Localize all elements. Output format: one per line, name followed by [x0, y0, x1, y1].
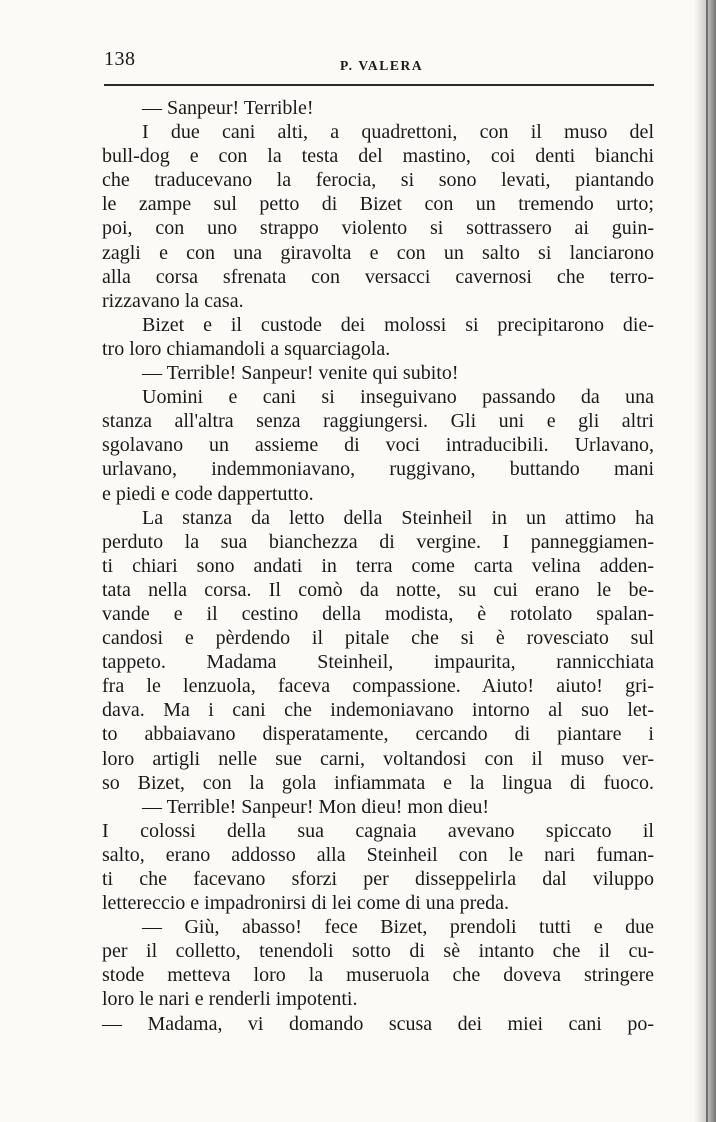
text-line: — Madama, vi domando scusa dei miei cani po- [102, 1012, 654, 1035]
text-line: ti che facevano sforzi per disseppelirla dal viluppo [102, 868, 654, 890]
text-line: — Terrible! Sanpeur! venite qui subito! [142, 362, 459, 385]
text-line: che traducevano la ferocia, si sono levati, piantando [102, 169, 654, 192]
text-line: I colossi della sua cagnaia avevano spiccato il [102, 819, 654, 842]
text-line: poi, con uno strappo violento si sottrassero ai guin- [102, 217, 654, 240]
text-line: loro le nari e renderli impotenti. [102, 988, 358, 1011]
text-line: rizzavano la casa. [102, 289, 244, 312]
text-line: stode metteva loro la museruola che doveva stringere [102, 964, 654, 987]
text-line: lettereccio e impadronirsi di lei come di una preda. [102, 892, 510, 915]
text-line: to abbaiavano disperatamente, cercando di piantare i [102, 723, 654, 746]
text-line: — Giù, abasso! fece Bizet, prendoli tutti e due [142, 916, 654, 939]
text-line: La stanza da letto della Steinheil in un attimo ha [142, 506, 654, 529]
text-line: ti chiari sono andati in terra come carta velina adden- [102, 554, 654, 577]
text-line: sgolavano un assieme di voci intraducibili. Urlavano, [102, 434, 654, 457]
text-line: salto, erano addosso alla Steinheil con le nari fuman- [102, 843, 654, 866]
text-line: loro artigli nelle sue carni, voltandosi con il muso ver- [102, 747, 654, 770]
page-binding-edge [706, 0, 708, 1122]
text-line: dava. Ma i cani che indemoniavano intorno al suo let- [102, 699, 654, 722]
body-text [102, 96, 654, 1036]
running-head: P. VALERA [340, 58, 424, 73]
text-line: tro loro chiamandoli a squarciagola. [102, 337, 391, 360]
text-line: fra le lenzuola, faceva compassione. Aiuto! aiuto! gri- [102, 675, 654, 698]
text-line: urlavano, indemmoniavano, ruggivano, buttando mani [102, 458, 654, 481]
text-line: vande e il cestino della modista, è rotolato spalan- [102, 602, 654, 625]
text-line: zagli e con una giravolta e con un salto si lanciarono [102, 241, 654, 264]
text-line: candosi e pèrdendo il pitale che si è rovesciato sul [102, 627, 654, 650]
page-header [104, 40, 652, 74]
text-line: — Terrible! Sanpeur! Mon dieu! mon dieu! [142, 795, 490, 818]
text-line: so Bizet, con la gola infiammata e la lingua di fuoco. [102, 771, 654, 794]
text-line: stanza all'altra senza raggiungersi. Gli uni e gli altri [102, 410, 654, 433]
text-line: I due cani alti, a quadrettoni, con il muso del [142, 121, 654, 144]
text-line: tappeto. Madama Steinheil, impaurita, rannicchiata [102, 651, 654, 674]
text-line: le zampe sul petto di Bizet con un tremendo urto; [102, 193, 654, 216]
text-line: bull-dog e con la testa del mastino, coi denti bianchi [102, 145, 654, 168]
text-line: tata nella corsa. Il comò da notte, su cui erano le be- [102, 578, 654, 601]
page-number: 138 [104, 48, 136, 70]
text-line: Uomini e cani si inseguivano passando da una [142, 386, 654, 409]
text-line: alla corsa sfrenata con versacci cavernosi che terro- [102, 265, 654, 288]
text-line: e piedi e code dappertutto. [102, 482, 314, 505]
text-line: — Sanpeur! Terrible! [142, 97, 314, 119]
text-line: Bizet e il custode dei molossi si precipitarono die- [142, 313, 654, 336]
page-binding-shadow [694, 0, 716, 1122]
text-line: per il colletto, tenendoli sotto di sè intanto che il cu- [102, 940, 654, 963]
text-line: perduto la sua bianchezza di vergine. I panneggiamen- [102, 530, 654, 553]
header-rule [104, 84, 654, 86]
